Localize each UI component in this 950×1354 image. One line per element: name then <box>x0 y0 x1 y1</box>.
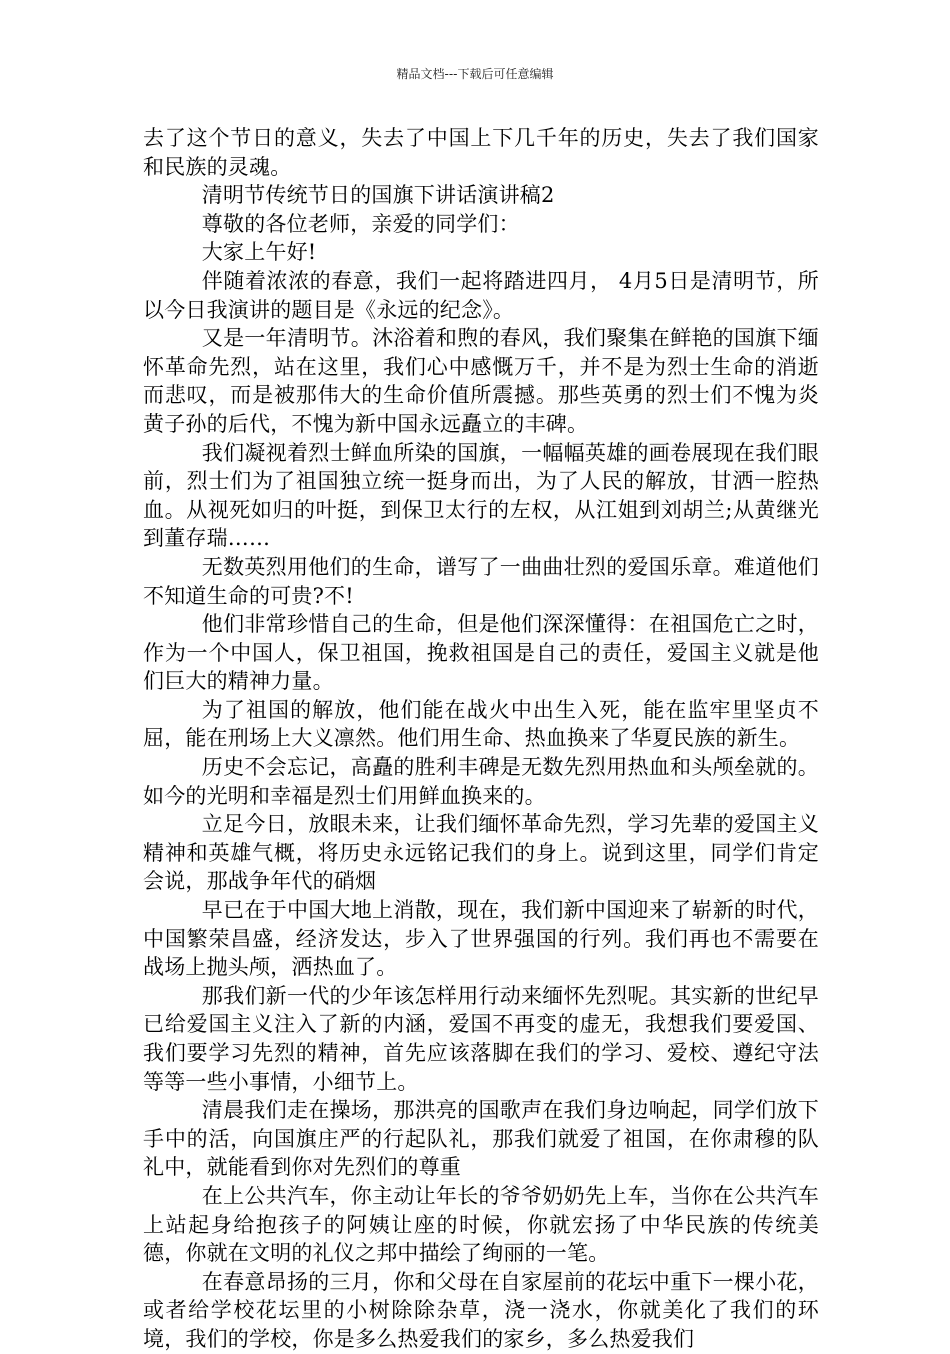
paragraph: 清晨我们走在操场，那洪亮的国歌声在我们身边响起，同学们放下手中的活，向国旗庄严的行起队礼，那我们就爱了祖国，在你肃穆的队礼中，就能看到你对先烈们的尊重 <box>143 1098 819 1180</box>
paragraph: 历史不会忘记，高矗的胜利丰碑是无数先烈用热血和头颅垒就的。如今的光明和幸福是烈士们用鲜血换来的。 <box>143 755 819 808</box>
paragraph: 那我们新一代的少年该怎样用行动来缅怀先烈呢。其实新的世纪早已给爱国主义注入了新的内涵，爱国不再变的虚无，我想我们要爱国、我们要学习先烈的精神，首先应该落脚在我们的学习、爱校、遵纪守法等等一些小事情，小细节上。 <box>143 983 819 1094</box>
paragraph: 为了祖国的解放，他们能在战火中出生入死，能在监牢里坚贞不屈，能在刑场上大义凛然。他们用生命、热血换来了华夏民族的新生。 <box>143 697 819 751</box>
paragraph: 在上公共汽车，你主动让年长的爷爷奶奶先上车，当你在公共汽车上站起身给抱孩子的阿姨让座的时候，你就宏扬了中华民族的传统美德，你就在文明的礼仪之邦中描绘了绚丽的一笔。 <box>143 1183 819 1266</box>
paragraph: 伴随着浓浓的春意，我们一起将踏进四月， 4月5日是清明节，所以今日我演讲的题目是《永远的纪念》。 <box>143 268 819 322</box>
paragraph: 他们非常珍惜自己的生命，但是他们深深懂得：在祖国危亡之时，作为一个中国人，保卫祖国，挽救祖国是自己的责任，爱国主义就是他们巨大的精神力量。 <box>143 612 819 694</box>
speech-title: 清明节传统节日的国旗下讲话演讲稿2 <box>201 183 555 208</box>
paragraph: 无数英烈用他们的生命，谱写了一曲曲壮烈的爱国乐章。难道他们不知道生命的可贵?不! <box>143 554 819 608</box>
document-body <box>143 124 819 1354</box>
paragraph: 我们凝视着烈士鲜血所染的国旗，一幅幅英雄的画卷展现在我们眼前，烈士们为了祖国独立统一挺身而出，为了人民的解放，甘洒一腔热血。从视死如归的叶挺，到保卫太行的左权，从江姐到刘胡兰;从黄继光到董存瑞…… <box>143 440 819 551</box>
paragraph: 去了这个节日的意义，失去了中国上下几千年的历史，失去了我们国家和民族的灵魂。 <box>143 126 819 179</box>
greeting: 大家上午好! <box>201 240 317 265</box>
salutation: 尊敬的各位老师，亲爱的同学们： <box>201 211 520 236</box>
paragraph: 在春意昂扬的三月，你和父母在自家屋前的花坛中重下一棵小花，或者给学校花坛里的小树除除杂草，浇一浇水，你就美化了我们的环境，我们的学校，你是多么热爱我们的家乡，多么热爱我们 <box>143 1269 819 1351</box>
paragraph: 早已在于中国大地上消散，现在，我们新中国迎来了崭新的时代，中国繁荣昌盛，经济发达，步入了世界强国的行列。我们再也不需要在战场上抛头颅，洒热血了。 <box>143 898 819 980</box>
page-header: 精品文档---下载后可任意编辑 <box>396 67 554 81</box>
paragraph: 立足今日，放眼未来，让我们缅怀革命先烈，学习先辈的爱国主义精神和英雄气概，将历史永远铭记我们的身上。说到这里，同学们肯定会说，那战争年代的硝烟 <box>143 812 819 894</box>
paragraph: 又是一年清明节。沐浴着和煦的春风，我们聚集在鲜艳的国旗下缅怀革命先烈，站在这里，我们心中感慨万千，并不是为烈士生命的消逝而悲叹，而是被那伟大的生命价值所震撼。那些英勇的烈士们不愧为炎黄子孙的后代，不愧为新中国永远矗立的丰碑。 <box>143 326 819 436</box>
